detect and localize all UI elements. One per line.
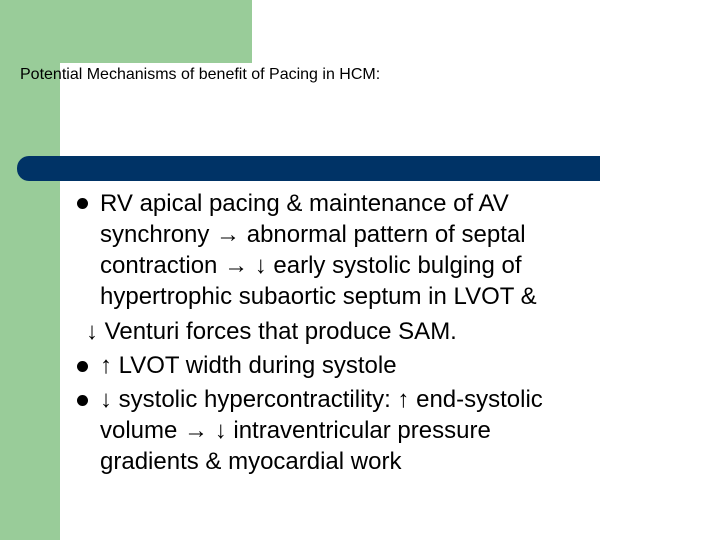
bullet-list [70, 188, 630, 477]
bullet-dot-icon [77, 361, 88, 372]
bullet-line: volume → ↓ intraventricular pressure [100, 417, 491, 444]
bullet-continuation-line: ↓ Venturi forces that produce SAM. [86, 318, 457, 345]
bullet-line: ↑ LVOT width during systole [100, 352, 397, 379]
bullet-line: gradients & myocardial work [100, 448, 402, 475]
bullet-line: RV apical pacing & maintenance of AV [100, 190, 509, 217]
bullet-item-lvot-width [70, 350, 630, 381]
bullet-line: hypertrophic subaortic septum in LVOT & [100, 283, 537, 310]
slide-title: Potential Mechanisms of benefit of Pacing in HCM: [20, 66, 381, 83]
bullet-dot-icon [77, 395, 88, 406]
bullet-item-hypercontractility [70, 384, 630, 477]
decorative-green-block [0, 0, 252, 63]
title-divider-bar [17, 156, 600, 181]
bullet-item-pacing [70, 188, 630, 347]
bullet-line: synchrony → abnormal pattern of septal [100, 221, 526, 248]
bullet-line: contraction → ↓ early systolic bulging of [100, 252, 522, 279]
decorative-green-sidebar [0, 63, 60, 540]
bullet-dot-icon [77, 198, 88, 209]
bullet-line: ↓ systolic hypercontractility: ↑ end-systolic [100, 386, 543, 413]
